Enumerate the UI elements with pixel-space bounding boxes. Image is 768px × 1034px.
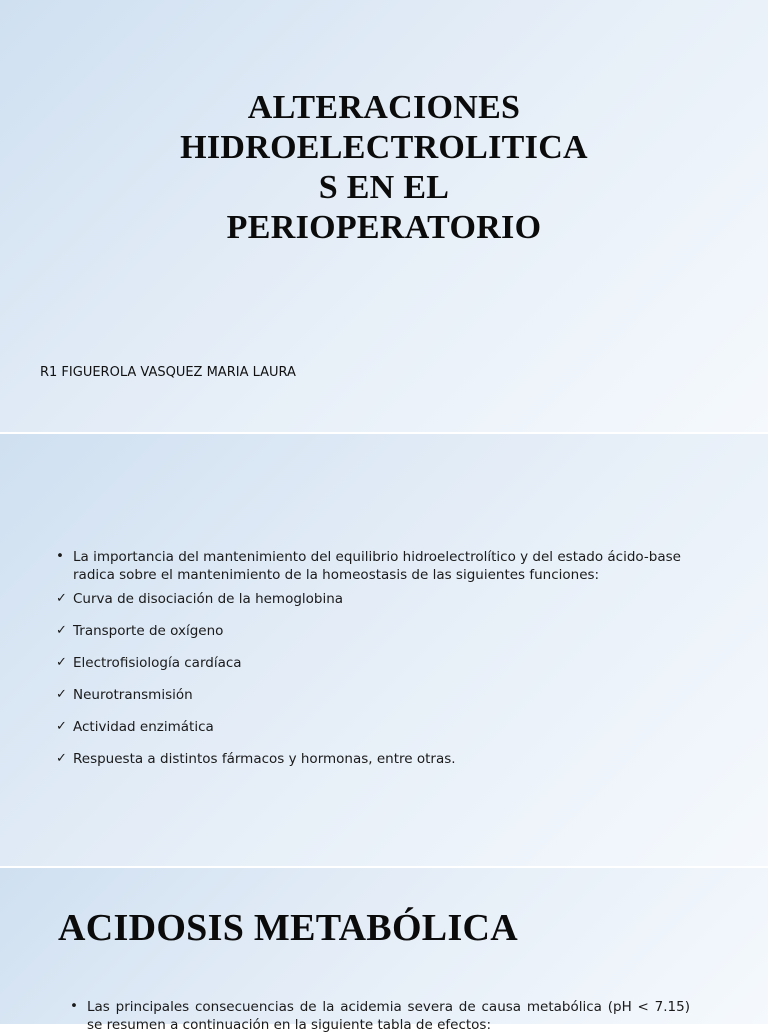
list-item (56, 686, 720, 711)
checkmark-icon: ✓ (56, 751, 67, 766)
list-item-text: Respuesta a distintos fármacos y hormonas, entre otras. (73, 751, 456, 767)
list-item (56, 718, 720, 743)
title-line: S EN EL (318, 169, 450, 206)
slide-importance (0, 434, 768, 866)
function-list (56, 590, 720, 775)
checkmark-icon: ✓ (56, 623, 67, 638)
checkmark-icon: ✓ (56, 655, 67, 670)
list-item-text: Neurotransmisión (73, 687, 193, 703)
list-item-text: Actividad enzimática (73, 719, 214, 735)
title-line: ALTERACIONES (247, 89, 521, 126)
list-item (56, 750, 720, 775)
list-item-text: Transporte de oxígeno (73, 623, 224, 639)
bullet-icon: • (70, 998, 78, 1014)
slide-acidosis (0, 868, 768, 1033)
title-line: HIDROELECTROLITICA (180, 129, 588, 166)
title-line: PERIOPERATORIO (226, 209, 542, 246)
list-item-text: Electrofisiología cardíaca (73, 655, 242, 671)
slide-heading: ACIDOSIS METABÓLICA (58, 907, 519, 949)
intro-paragraph (56, 548, 720, 584)
acidosis-text: Las principales consecuencias de la acidemia severa de causa metabólica (pH < 7.15) se resumen a continuación en la siguiente tabla de efectos: (87, 999, 690, 1033)
acidosis-paragraph (70, 998, 690, 1034)
list-item-text: Curva de disociación de la hemoglobina (73, 591, 344, 607)
author-name: R1 FIGUEROLA VASQUEZ MARIA LAURA (40, 365, 296, 380)
list-item (56, 590, 720, 615)
intro-text: La importancia del mantenimiento del equilibrio hidroelectrolítico y del estado ácido-base radica sobre el mantenimiento de la homeostasis de las siguientes funciones: (73, 549, 681, 583)
slide-content (56, 548, 720, 775)
checkmark-icon: ✓ (56, 591, 67, 606)
list-item (56, 654, 720, 679)
checkmark-icon: ✓ (56, 719, 67, 734)
presentation-title (160, 88, 608, 248)
bullet-icon: • (56, 548, 64, 564)
slide-title (0, 0, 768, 432)
checkmark-icon: ✓ (56, 687, 67, 702)
list-item (56, 622, 720, 647)
